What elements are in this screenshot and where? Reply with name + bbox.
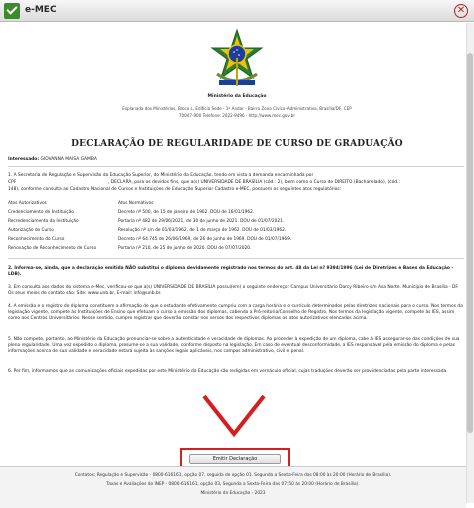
act-type: Credenciamento de Instituição (8, 210, 74, 215)
act-type: Autorização do Curso (8, 228, 54, 233)
address-line-2: 70047-900 Telefone: 2022-9496 - http://www.mec.gov.br (178, 113, 296, 118)
paragraph-1-line-2: , DECLARA, para os devidos fins, que a(s) UNIVERSIDADE DE BRASÍLIA (cód.: 2), bem como o Curso de DIREITO (Bacharelado), (cód.: (108, 180, 400, 185)
document-title: DECLARAÇÃO DE REGULARIDADE DE CURSO DE GRADUAÇÃO (71, 139, 403, 149)
footer-contact-line-2: Taxas e Avaliações do INEP - 0800-616161, opção 03, Segunda a Sexta-Feira das 07:50 às 20:00 (Horário de Brasília). (106, 482, 360, 487)
acts-header-col2: Atos Normativos (118, 201, 154, 206)
emec-logo-icon (4, 3, 20, 19)
table-row (8, 244, 464, 253)
table-row (8, 226, 464, 235)
act-norm: Portaria nº 210, de 25 de junho de 2020. DOU de 07/07/2020. (118, 246, 252, 251)
ministry-name: Ministério da Educação (207, 94, 267, 99)
table-row (8, 235, 464, 244)
act-norm: Decreto nº 64.745 de 26/06/1969, de 26 de junho de 1969. DOU de 01/07/1969. (118, 237, 292, 242)
interested-name: GIOVANNA MAISA GAMBA (40, 157, 97, 162)
close-button[interactable]: ✕ (454, 4, 468, 18)
paragraph-5: 5. Não compete, portanto, ao Ministério da Educação pronunciar-se sobre a autenticidade e veracidade de diplomas. Ao proceder à expedição de um diploma, cabe à IES assegurar-se das condições de sua plena regularidade. Uma vez expedido o diploma, presume-se a sua validade, conforme disposto na legislação. Em caso de eventual desconformidade, a IES responsável pela emissão do diploma e pelas informações acerca de sua validade e veracidade estará sujeita às sanções legais aplicáveis, nos campos administrativo, civil e penal. (8, 337, 460, 355)
paragraph-2: 2. Informa-se, ainda, que a declaração emitida NÃO substitui o diploma devidamente registrado nos termos do art. 48 da Lei nº 9394/1996 (Lei de Diretrizes e Bases da Educação - LDB). (8, 266, 454, 278)
window-titlebar (0, 0, 474, 22)
footer-copyright: Ministério da Educação - 2023 (200, 491, 266, 496)
act-type: Reconhecimento do Curso (8, 237, 65, 242)
footer (0, 466, 466, 508)
paragraph-1-line-1: 1. A Secretaria de Regulação e Supervisão da Educação Superior, do Ministério da Educação, tendo em vista a demanda encaminhada por (8, 173, 314, 178)
document-content (0, 23, 474, 460)
emit-button-highlight (180, 448, 290, 468)
paragraph-1-line-3: 148), conforme consulta ao Cadastro Nacional de Cursos e Instituições de Educação Superior Cadastro e-MEC, possuem os seguintes atos regulatórios: (8, 187, 342, 192)
paragraph-6: 6. Por fim, informamos que as comunicações oficiais expedidas por este Ministério da Educação são redigidas em vernáculo oficial, cujas traduções deverão ser providenciadas pela parte interessada. (8, 369, 448, 374)
divider (8, 166, 464, 167)
act-norm: Resolução nº s/n de 01/03/1962, de 1 de março de 1962. DOU de 01/03/1962. (118, 228, 287, 233)
cpf-label: CPF (8, 180, 17, 185)
paragraph-4: 4. A emissão e o registro do diploma constituem a afirmação de que o estudante efetivamente cumpriu com a carga horária e o currículo determinados pelas diretrizes nacionais para o curso. Nos termos da legislação vigente, compete às Instituições de Ensino que efetuam o curso a emissão dos diplomas, cabendo a Pró-reitoria/Conselho de Registro. Nos termos da legislação vigente, compete às IES, assim como aos Centros Universitários. Nesse sentido, cumpre registrar que deverão constar nos versos dos respectivos diplomas os atos autorizativos elencados acima. (8, 304, 463, 322)
paragraph-3: 3. Em consulta aos dados do sistema e-Mec, verificou-se que a(s) UNIVERSIDADE DE BRASÍLIA possui(em) o seguinte endereço: Campus Universitário Darcy Ribeiro s/n Asa Norte. Município de Brasília - DF. Os seus meios de contato são: Site: www.unb.br, E-mail: info@unb.br. (8, 285, 459, 297)
brazil-coat-of-arms-icon (207, 28, 267, 90)
act-type: Renovação de Reconhecimento de Curso (8, 246, 97, 251)
table-row (8, 217, 464, 226)
act-norm: Decreto nº 500, de 15 de janeiro de 1962. DOU de 16/01/1962. (118, 210, 255, 215)
act-norm: Portaria nº 482 de 29/06/2021, de 30 de junho de 2021. DOU de 01/07/2021. (118, 219, 285, 224)
acts-header-row (8, 199, 464, 208)
table-row (8, 208, 464, 217)
interested-row (8, 157, 464, 163)
interested-label: Interessado: (8, 157, 40, 162)
emit-declaration-button[interactable]: Emitir Declaração (189, 454, 281, 464)
footer-contact-line-1: Contatos: Regulação e Supervisão - 0800-616161, opção 07, seguida de opção 01. Segunda a Sexta-Feira das 08:00 às 20:00 (Horário de Brasília). (74, 473, 392, 478)
divider (8, 258, 464, 259)
app-title: e-MEC (25, 5, 57, 15)
act-type: Recredenciamento da Instituição (8, 219, 79, 224)
acts-header-col1: Atos Autorizativos (8, 201, 47, 206)
regulatory-acts-table (8, 199, 464, 253)
address-line-1: Esplanada dos Ministérios, Bloco L, Edifício Sede - 1º Andar - Bairro Zona Cívico-Administrativa, Brasília/DF, CEP (122, 106, 352, 111)
